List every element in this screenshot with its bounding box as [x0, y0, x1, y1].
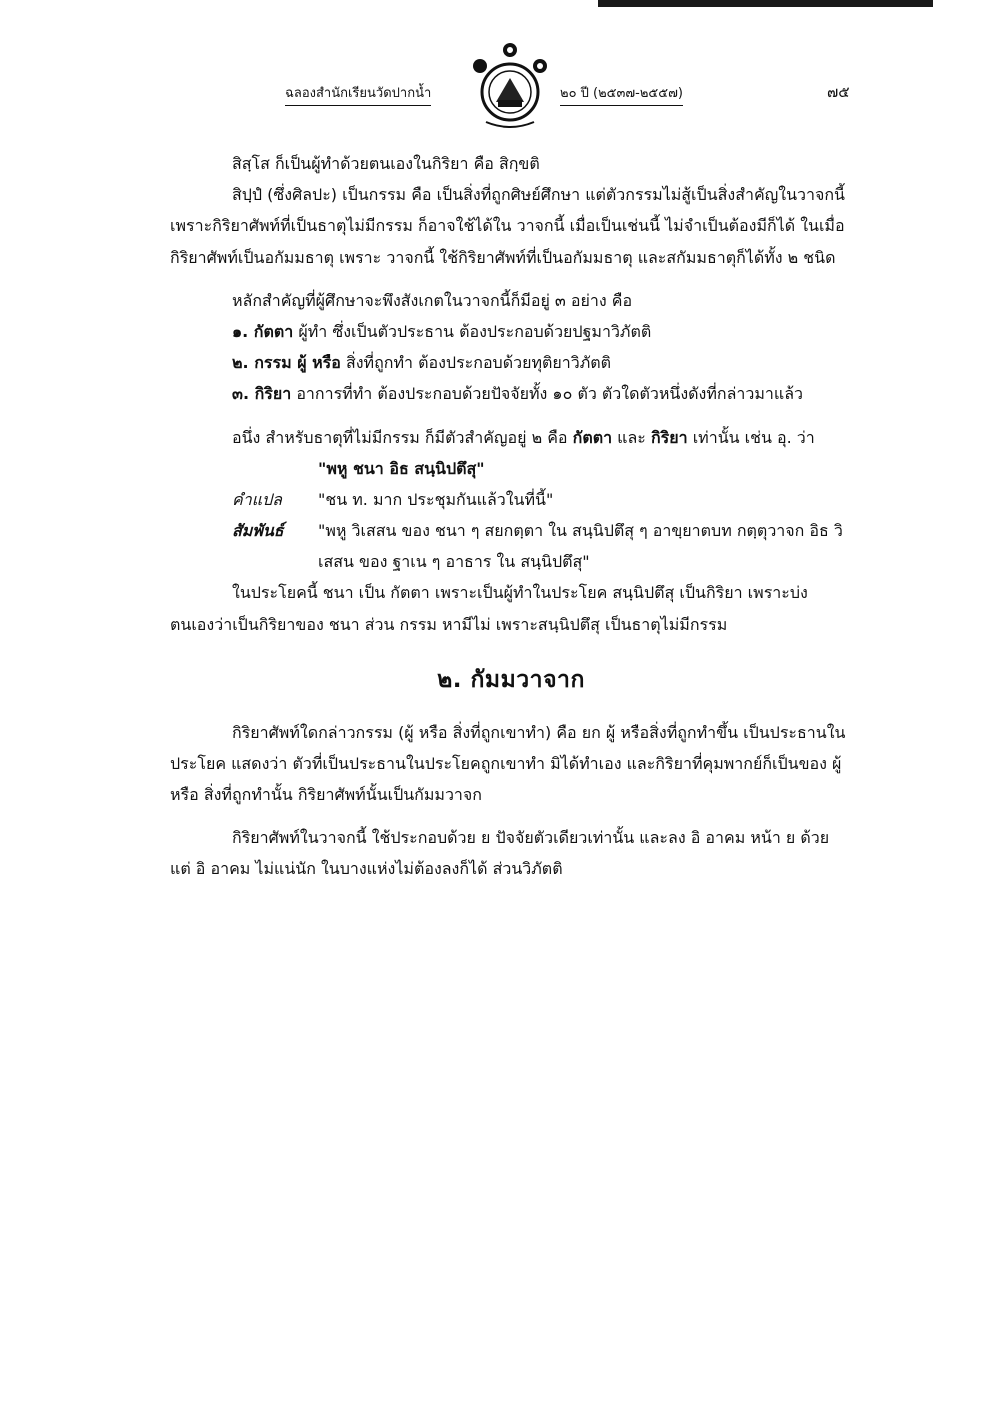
paragraph-4-c: และ — [612, 427, 651, 447]
translation-label: คำแปล — [232, 489, 282, 509]
relation-text: "พหู วิเสสน ของ ชนา ๆ สยกตฺตา ใน สนฺนิปตึสุ ๆ อาขฺยาตบท กตฺตุวาจก อิธ วิเสสน ของ ฐาเน ๆ อาธาร ใน สนฺนิปตึสุ" — [318, 521, 843, 572]
section-title: ๒. กัมมวาจาก — [437, 666, 585, 693]
paragraph-7: กิริยาศัพท์ในวาจกนี้ ใช้ประกอบด้วย ย ปัจจัยตัวเดียวเท่านั้น และลง อิ อาคม หน้า ย ด้วย แต่ อิ อาคม ไม่แน่นัก ในบางแห่งไม่ต้องลงก็ได้ ส่วนวิภัตติ — [170, 828, 830, 879]
list-item-2 — [232, 347, 852, 378]
list-item-2-head: ๒. กรรม ผู้ หรือ — [232, 353, 341, 373]
page-number: ๗๕ — [827, 83, 850, 101]
header-left-title: ฉลองสำนักเรียนวัดปากน้ำ — [285, 82, 431, 106]
header-right-years: ๒๐ ปี (๒๕๓๗-๒๕๕๗) — [560, 82, 683, 106]
paragraph-2: สิปฺปํ (ซึ่งศิลปะ) เป็นกรรม คือ เป็นสิ่งที่ถูกศิษย์ศึกษา แต่ตัวกรรมไม่สู้เป็นสิ่งสำคัญในวาจกนี้ เพราะกิริยาศัพท์ที่เป็นธาตุไม่มีกรรม ก็อาจใช้ได้ใน วาจกนี้ เมื่อเป็นเช่นนี้ ไม่จำเป็นต้องมีก็ได้ ในเมื่อกิริยาศัพท์เป็นอกัมมธาตุ เพราะ วาจกนี้ ใช้กิริยาศัพท์ที่เป็นอกัมมธาตุ และสกัมมธาตุก็ได้ทั้ง ๒ ชนิด — [170, 185, 845, 267]
paragraph-4-kiriya: กิริยา — [650, 427, 688, 447]
document-body — [170, 148, 852, 885]
list-item-1-text: ผู้ทำ ซึ่งเป็นตัวประธาน ต้องประกอบด้วยปฐมาวิภัตติ — [293, 321, 652, 341]
list-item-3-text: อาการที่ทำ ต้องประกอบด้วยปัจจัยทั้ง ๑๐ ตัว ตัวใดตัวหนึ่งดังที่กล่าวมาแล้ว — [291, 384, 803, 404]
top-edge-bar — [598, 0, 933, 7]
temple-emblem-icon — [468, 40, 553, 130]
paragraph-4-kattar: กัตตา — [572, 427, 613, 447]
list-item-1 — [232, 316, 852, 347]
list-item-1-head: ๑. กัตตา — [232, 321, 294, 341]
paragraph-4 — [170, 422, 852, 453]
relation-label: สัมพันธ์ — [232, 521, 284, 541]
translation-text: "ชน ท. มาก ประชุมกันแล้วในที่นี้" — [318, 489, 554, 509]
translation-row — [232, 484, 852, 515]
list-item-2-text: สิ่งที่ถูกทำ ต้องประกอบด้วยทุติยาวิภัตติ — [340, 353, 612, 373]
relation-row — [232, 515, 852, 577]
paragraph-5: ในประโยคนี้ ชนา เป็น กัตตา เพราะเป็นผู้ทำในประโยค สนฺนิปตึสุ เป็นกิริยา เพราะบ่งตนเองว่าเป็นกิริยาของ ชนา ส่วน กรรม หามีไม่ เพราะสนฺนิปตึสุ เป็นธาตุไม่มีกรรม — [170, 583, 808, 634]
paragraph-6: กิริยาศัพท์ใดกล่าวกรรม (ผู้ หรือ สิ่งที่ถูกเขาทำ) คือ ยก ผู้ หรือสิ่งที่ถูกทำขึ้น เป็นประธานในประโยค แสดงว่า ตัวที่เป็นประธานในประโยคถูกเขาทำ มิได้ทำเอง และกิริยาที่คุมพากย์ก็เป็นของ ผู้ หรือ สิ่งที่ถูกทำนั้น กิริยาศัพท์นั้นเป็นกัมมวาจก — [170, 722, 846, 805]
list-item-3 — [170, 378, 852, 409]
pali-example-quote: "พหู ชนา อิธ สนฺนิปตึสุ" — [318, 458, 485, 478]
paragraph-1: สิสฺโส ก็เป็นผู้ทำด้วยตนเองในกิริยา คือ สิกฺขติ — [232, 154, 540, 173]
paragraph-4-a: อนึ่ง สำหรับธาตุที่ไม่มีกรรม ก็มีตัวสำคัญอยู่ ๒ คือ — [232, 427, 573, 447]
page-header — [285, 40, 725, 130]
paragraph-4-d: เท่านั้น เช่น อุ. ว่า — [687, 427, 815, 447]
list-item-3-head: ๓. กิริยา — [232, 384, 292, 404]
paragraph-3: หลักสำคัญที่ผู้ศึกษาจะพึงสังเกตในวาจกนี้ก็มีอยู่ ๓ อย่าง คือ — [232, 290, 633, 310]
